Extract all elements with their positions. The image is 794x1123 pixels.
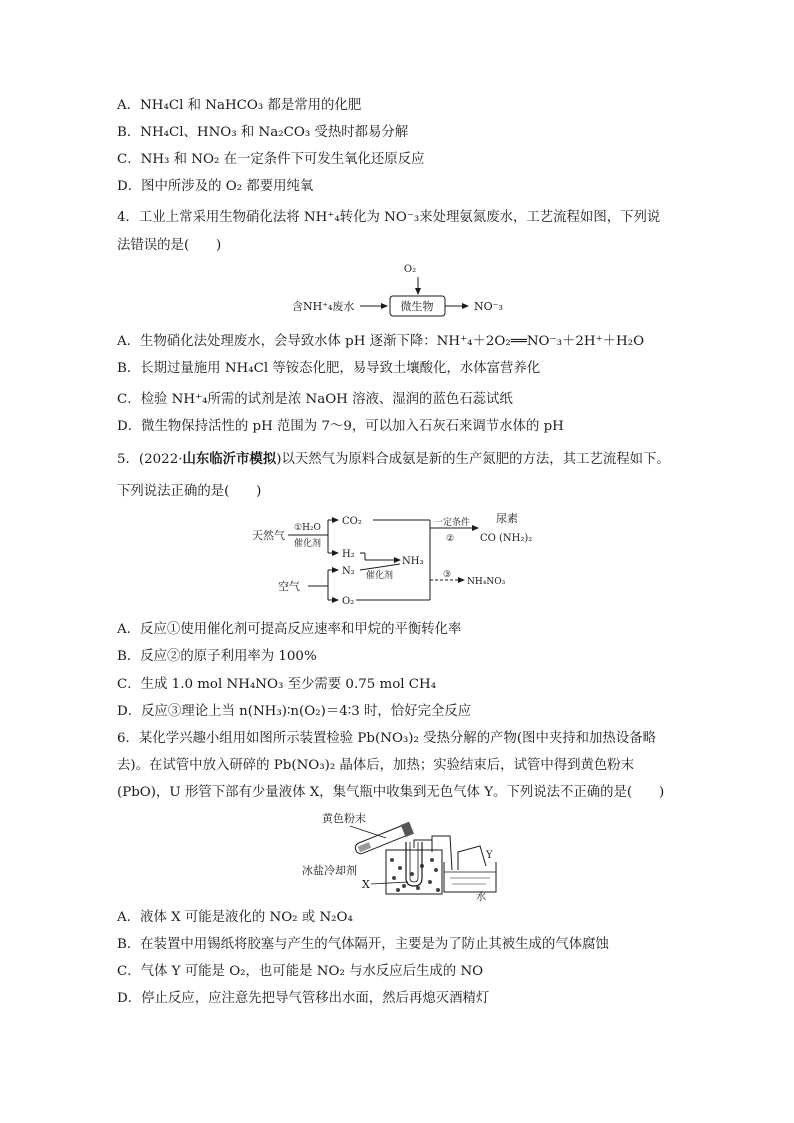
q6-label-y: Y: [486, 850, 493, 861]
q5-urea: 尿素: [496, 512, 518, 525]
test-tube: [353, 822, 414, 857]
q6-option-b: B．在装置中用锡纸将胶塞与产生的气体隔开，主要是为了防止其被生成的气体腐蚀: [117, 937, 609, 952]
q6-apparatus-diagram: [300, 808, 500, 902]
q4-stem-line2: 法错误的是( ): [117, 238, 222, 253]
q5-cond2: 一定条件: [434, 518, 471, 528]
q5-option-a: A．反应①使用催化剂可提高反应速率和甲烷的平衡转化率: [117, 622, 462, 637]
u-tube: [406, 842, 422, 886]
q6-option-d: D．停止反应，应注意先把导气管移出水面，然后再熄灭酒精灯: [117, 991, 490, 1006]
q5-nh3: NH₃: [402, 556, 424, 567]
q6-option-a: A．液体 X 可能是液化的 NO₂ 或 N₂O₄: [117, 910, 353, 925]
q5-n2: N₂: [342, 566, 355, 577]
q4-stem-line1: 4．工业上常采用生物硝化法将 NH⁺₄转化为 NO⁻₃来处理氨氮废水，工艺流程如图，下列说: [117, 210, 661, 225]
q3-option-c: C．NH₃ 和 NO₂ 在一定条件下可发生氧化还原反应: [117, 152, 425, 167]
q5-urea-formula: CO (NH₂)₂: [480, 533, 533, 544]
q5-option-c: C．生成 1.0 mol NH₄NO₃ 至少需要 0.75 mol CH₄: [117, 677, 437, 692]
ice-bath: [386, 850, 442, 894]
q4-option-b: B．长期过量施用 NH₄Cl 等铵态化肥，易导致土壤酸化，水体富营养化: [117, 361, 541, 376]
q4-option-d: D．微生物保持活性的 pH 范围为 7～9，可以加入石灰石来调节水体的 pH: [117, 419, 564, 434]
q6-stem-line3: (PbO)，U 形管下部有少量液体 X，集气瓶中收集到无色气体 Y。下列说法不正确的是( ): [117, 785, 665, 800]
ice-dots: [390, 858, 440, 892]
q5-option-d: D．反应③理论上当 n(NH₃)∶n(O₂)＝4∶3 时，恰好完全反应: [117, 704, 472, 719]
q5-source: 山东临沂市模拟: [182, 452, 277, 467]
q5-h2: H₂: [342, 549, 355, 560]
q5-stem-suffix: )以天然气为原料合成氨是新的生产氮肥的方法，其工艺流程如下。: [276, 452, 670, 467]
q4-diagram-box-label: 微生物: [400, 300, 434, 313]
q5-nh4no3: NH₄NO₃: [467, 577, 506, 587]
q4-option-a: A．生物硝化法处理废水，会导致水体 pH 逐渐下降：NH⁺₄＋2O₂══NO⁻₃＋2H⁺＋H₂O: [117, 334, 645, 349]
q4-option-c: C．检验 NH⁺₄所需的试剂是浓 NaOH 溶液、湿润的蓝色石蕊试纸: [117, 392, 513, 407]
q3-option-a: A．NH₄Cl 和 NaHCO₃ 都是常用的化肥: [117, 98, 362, 113]
gas-bottle: [458, 846, 486, 870]
q5-catalyst: 催化剂: [366, 571, 394, 581]
q5-stem-prefix: 5．(2022·: [117, 452, 183, 467]
q5-co2: CO₂: [342, 516, 362, 527]
q5-cond3: ③: [443, 570, 452, 580]
q5-natural-gas: 天然气: [252, 529, 285, 542]
q6-label-x: X: [362, 878, 370, 891]
q6-option-c: C．气体 Y 可能是 O₂，也可能是 NO₂ 与水反应后生成的 NO: [117, 964, 484, 979]
q6-stem-line1: 6．某化学兴趣小组用如图所示装置检验 Pb(NO₃)₂ 受热分解的产物(图中夹持和加热设备略: [117, 731, 656, 746]
q5-option-b: B．反应②的原子利用率为 100%: [117, 649, 317, 664]
q6-label-coolant: 冰盐冷却剂: [302, 864, 357, 877]
q4-diagram-input: 含NH⁺₄废水: [292, 300, 355, 313]
q5-o2: O₂: [342, 596, 355, 607]
q3-option-b: B．NH₄Cl、HNO₃ 和 Na₂CO₃ 受热时都易分解: [117, 125, 409, 140]
q5-flow-diagram: [250, 508, 580, 612]
q4-diagram-o2: O₂: [403, 264, 417, 275]
q5-stem-line2: 下列说法正确的是( ): [117, 484, 262, 499]
q5-air: 空气: [278, 580, 300, 593]
q6-label-water: 水: [476, 892, 486, 902]
q4-flow-diagram: [280, 258, 520, 320]
q6-label-powder: 黄色粉末: [322, 812, 366, 825]
q5-cond1-catalyst: 催化剂: [294, 539, 322, 549]
q5-stem-line1: [117, 451, 670, 469]
q5-cond2-number: ②: [446, 534, 455, 544]
q6-stem-line2: 去)。在试管中放入研碎的 Pb(NO₃)₂ 晶体后，加热；实验结束后，试管中得到黄色粉末: [117, 758, 635, 773]
q5-cond1-water: ①H₂O: [294, 523, 321, 533]
q4-diagram-output: NO⁻₃: [474, 300, 503, 313]
q3-option-d: D．图中所涉及的 O₂ 都要用纯氧: [117, 179, 314, 194]
